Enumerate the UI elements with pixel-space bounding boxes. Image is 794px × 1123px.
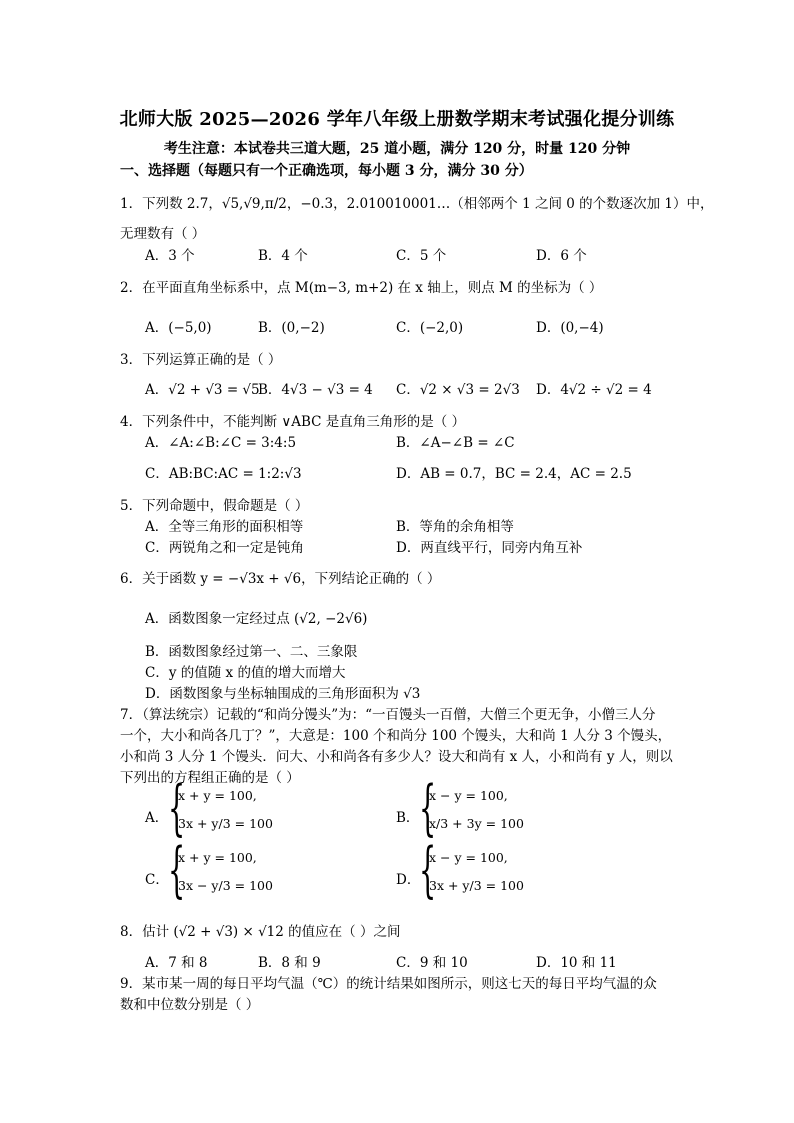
q8-option-d: D．10 和 11 [536,955,617,971]
q1-stem-cont: 无理数有（ ） [120,226,206,242]
q7-stem-cont-2: 小和尚 3 人分 1 个馒头．问大、小和尚各有多少人？设大和尚有 x 人，小和尚有 y 人，则以 [120,749,673,765]
q8-option-b: B．8 和 9 [258,955,321,971]
q8-option-a: A．7 和 8 [145,955,208,971]
q1-option-a: A．3 个 [145,248,195,264]
q5-option-d: D．两直线平行，同旁内角互补 [396,540,583,556]
q3-option-a: A．√2 + √3 = √5 [145,382,260,398]
q8-stem: 8．估计 (√2 + √3) × √12 的值应在（ ）之间 [120,924,401,940]
q2-option-a: A．(−5,0) [145,320,212,336]
q7-option-b-label: B． [396,810,420,826]
q7-option-d-system [429,844,524,900]
q3-option-d: D．4√2 ÷ √2 = 4 [536,382,652,398]
q7-stem-cont-3: 下列出的方程组正确的是（ ） [120,770,300,786]
q4-option-b: B．∠A−∠B = ∠C [396,435,515,451]
q7-option-c-system [178,844,273,900]
paper-title: 北师大版 2025—2026 学年八年级上册数学期末考试强化提分训练 [119,109,675,130]
q4-option-d: D．AB = 0.7，BC = 2.4，AC = 2.5 [396,466,632,482]
q5-stem: 5．下列命题中，假命题是（ ） [120,498,309,514]
q2-option-d: D．(0,−4) [536,320,604,336]
q7-option-a-label: A． [145,810,169,826]
q4-stem: 4．下列条件中，不能判断 ∨ABC 是直角三角形的是（ ） [120,414,466,430]
q8-option-c: C．9 和 10 [396,955,468,971]
q7-option-b-eq2: x/3 + 3y = 100 [429,816,524,831]
q2-option-b: B．(0,−2) [258,320,325,336]
q7-option-d-eq2: 3x + y/3 = 100 [429,878,524,893]
q5-option-b: B．等角的余角相等 [396,519,514,535]
q4-option-a: A．∠A:∠B:∠C = 3:4:5 [145,435,297,451]
q9-stem: 9．某市某一周的每日平均气温（℃）的统计结果如图所示，则这七天的每日平均气温的众 [120,976,657,992]
q3-option-b: B．4√3 − √3 = 4 [258,382,373,398]
q1-option-d: D．6 个 [536,248,587,264]
q7-option-a-brace: { [168,773,186,843]
q1-stem: 1．下列数 2.7，√5,√9,π/2，−0.3，2.010010001…（相邻两个 1 之间 0 的个数逐次加 1）中， [120,196,714,212]
q7-option-b-eq1: x − y = 100, [429,788,508,803]
q7-option-a-system [178,782,273,838]
q7-option-c-eq1: x + y = 100, [178,850,257,865]
section-heading: 一、选择题（每题只有一个正确选项，每小题 3 分，满分 30 分） [120,163,533,179]
q7-option-b-brace: { [419,773,437,843]
exam-notice: 考生注意：本试卷共三道大题，25 道小题，满分 120 分，时量 120 分钟 [163,141,631,157]
q5-option-a: A．全等三角形的面积相等 [145,519,304,535]
q7-option-c-label: C． [145,872,169,888]
q7-stem: 7．（算法统宗）记载的“和尚分馒头”为：“一百馒头一百僧，大僧三个更无争，小僧三人分 [120,707,656,723]
q1-option-b: B．4 个 [258,248,308,264]
q7-stem-cont-1: 一个，大小和尚各几丁？”，大意是：100 个和尚分 100 个馒头，大和尚 1 人分 3 个馒头， [120,728,672,744]
q7-option-d-eq1: x − y = 100, [429,850,508,865]
q7-option-a-eq1: x + y = 100, [178,788,257,803]
q7-option-c-eq2: 3x − y/3 = 100 [178,878,273,893]
q6-option-b: B．函数图象经过第一、二、三象限 [145,644,358,660]
q1-option-c: C．5 个 [396,248,447,264]
q3-option-c: C．√2 × √3 = 2√3 [396,382,520,398]
q7-option-c-brace: { [168,835,186,905]
q5-option-c: C．两锐角之和一定是钝角 [145,540,304,556]
q2-option-c: C．(−2,0) [396,320,464,336]
q2-stem: 2．在平面直角坐标系中，点 M(m−3, m+2) 在 x 轴上，则点 M 的坐标为（ ） [120,280,603,296]
q6-option-c: C．y 的值随 x 的值的增大而增大 [145,665,346,681]
q7-option-a-eq2: 3x + y/3 = 100 [178,816,273,831]
q7-option-d-label: D． [396,872,421,888]
q6-option-a: A．函数图象一定经过点 (√2, −2√6) [145,611,368,627]
q4-option-c: C．AB:BC:AC = 1:2:√3 [145,466,302,482]
q7-option-d-brace: { [419,835,437,905]
q9-stem-cont: 数和中位数分别是（ ） [120,997,260,1013]
q7-option-b-system [429,782,524,838]
q3-stem: 3．下列运算正确的是（ ） [120,352,282,368]
q6-stem: 6．关于函数 y = −√3x + √6，下列结论正确的（ ） [120,571,441,587]
q6-option-d: D．函数图象与坐标轴围成的三角形面积为 √3 [145,686,421,702]
